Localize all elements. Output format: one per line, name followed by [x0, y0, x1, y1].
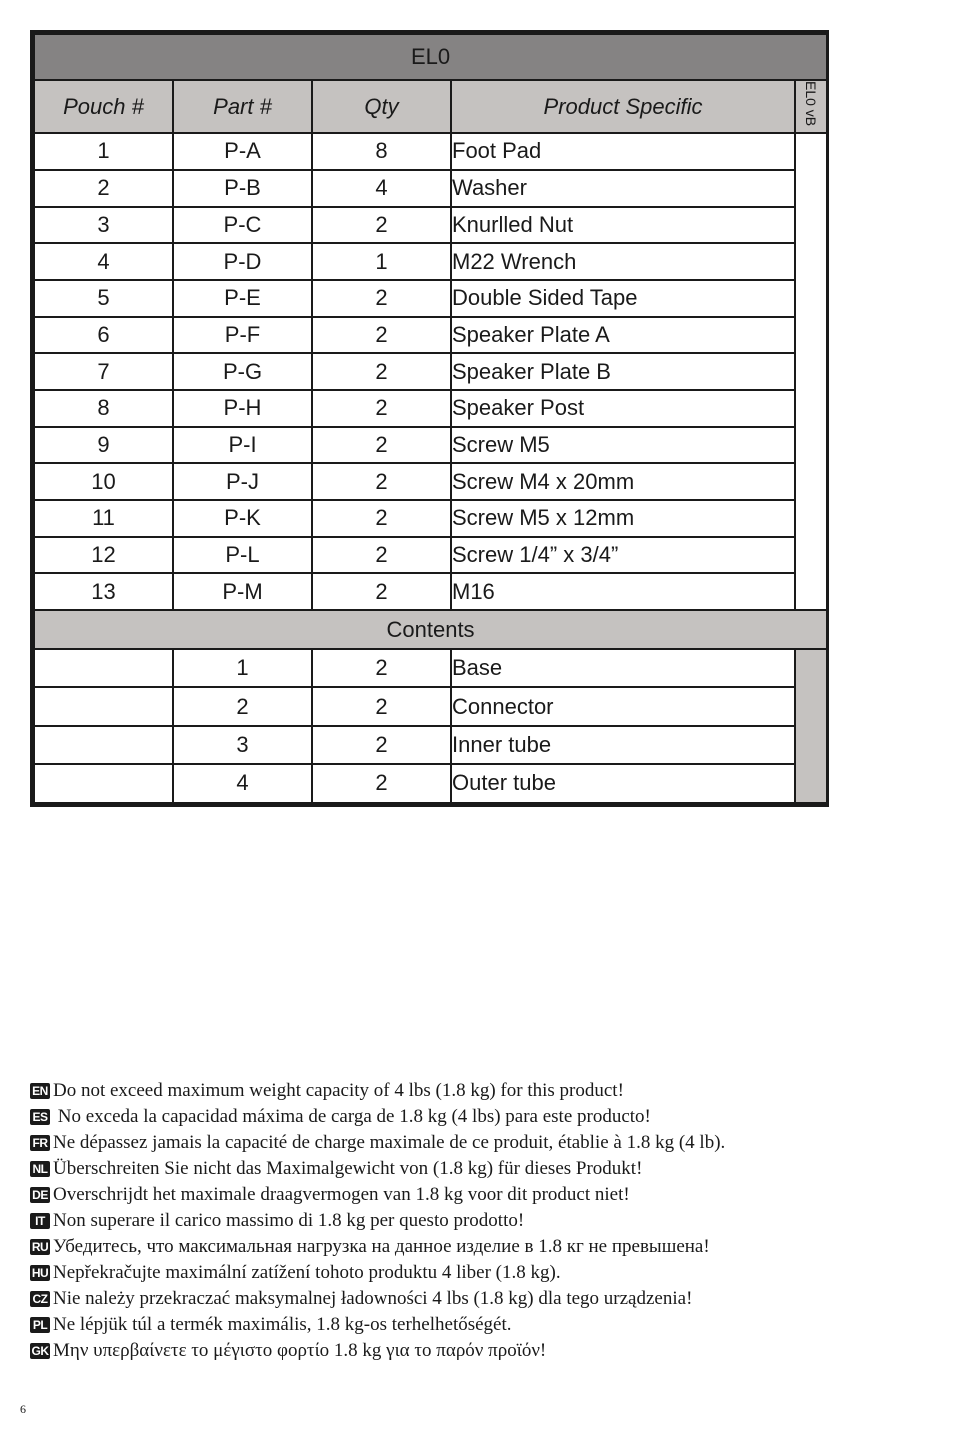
qty-cell: 2: [312, 573, 451, 610]
part-cell: 2: [173, 687, 312, 725]
pouch-cell: 9: [34, 427, 173, 464]
table-row: [34, 207, 827, 244]
qty-cell: 2: [312, 500, 451, 537]
language-badge: PL: [30, 1317, 50, 1333]
header-qty: Qty: [312, 80, 451, 133]
product-cell: Screw M4 x 20mm: [451, 463, 795, 500]
warning-text: Overschrijdt het maximale draagvermogen van 1.8 kg voor dit product niet!: [53, 1184, 630, 1205]
contents-row-item: [34, 764, 827, 802]
table-row: [34, 500, 827, 537]
table-row: [34, 243, 827, 280]
pouch-cell: 6: [34, 317, 173, 354]
parts-grid: [33, 33, 828, 804]
pouch-cell: 4: [34, 243, 173, 280]
language-badge: FR: [30, 1135, 50, 1151]
header-row: [34, 80, 827, 133]
warning-text: Nie należy przekraczać maksymalnej ładowności 4 lbs (1.8 kg) dla tego urządzenia!: [53, 1288, 693, 1309]
pouch-cell: 5: [34, 280, 173, 317]
pouch-cell: 2: [34, 170, 173, 207]
part-cell: P-K: [173, 500, 312, 537]
contents-body: [34, 649, 827, 803]
contents-row: [34, 610, 827, 649]
qty-cell: 2: [312, 317, 451, 354]
part-cell: P-J: [173, 463, 312, 500]
language-badge: NL: [30, 1161, 50, 1177]
warning-text: Ne lépjük túl a termék maximális, 1.8 kg-os terhelhetőségét.: [53, 1314, 512, 1335]
warning-line: [30, 1286, 930, 1312]
product-cell: Base: [451, 649, 795, 687]
side-label-cell: [795, 80, 827, 133]
language-badge: GK: [31, 1344, 49, 1358]
pouch-cell: 11: [34, 500, 173, 537]
table-row: [34, 353, 827, 390]
contents-row-item: [34, 726, 827, 764]
side-label: EL0 vB: [803, 81, 820, 127]
product-cell: Knurlled Nut: [451, 207, 795, 244]
parts-table: [30, 30, 829, 807]
warning-line: [30, 1104, 930, 1130]
language-badge: EN: [30, 1083, 50, 1099]
pouch-cell: 7: [34, 353, 173, 390]
table-row: [34, 427, 827, 464]
product-cell: Double Sided Tape: [451, 280, 795, 317]
pouch-cell: [34, 726, 173, 764]
warning-text: Do not exceed maximum weight capacity of 4 lbs (1.8 kg) for this product!: [53, 1080, 624, 1101]
page-number: 6: [20, 1402, 26, 1416]
part-cell: P-M: [173, 573, 312, 610]
warning-line: [30, 1156, 930, 1182]
part-cell: P-E: [173, 280, 312, 317]
header-part: Part #: [173, 80, 312, 133]
parts-body: [34, 133, 827, 610]
part-cell: P-C: [173, 207, 312, 244]
product-cell: M22 Wrench: [451, 243, 795, 280]
product-cell: Connector: [451, 687, 795, 725]
warning-text: Nepřekračujte maximální zatížení tohoto produktu 4 liber (1.8 kg).: [53, 1262, 561, 1283]
language-badge: RU: [31, 1240, 49, 1254]
table-title: EL0: [34, 34, 827, 80]
language-badge: CZ: [30, 1291, 50, 1307]
pouch-cell: 10: [34, 463, 173, 500]
warning-text: Ne dépassez jamais la capacité de charge maximale de ce produit, établie à 1.8 kg (4 lb).: [53, 1132, 726, 1153]
qty-cell: 2: [312, 427, 451, 464]
product-cell: Speaker Plate A: [451, 317, 795, 354]
qty-cell: 2: [312, 764, 451, 802]
table-row: [34, 317, 827, 354]
warning-text: Non superare il carico massimo di 1.8 kg per questo prodotto!: [53, 1210, 525, 1231]
product-cell: Inner tube: [451, 726, 795, 764]
qty-cell: 1: [312, 243, 451, 280]
part-cell: P-G: [173, 353, 312, 390]
qty-cell: 2: [312, 687, 451, 725]
part-cell: P-F: [173, 317, 312, 354]
part-cell: P-A: [173, 133, 312, 170]
table-row: [34, 133, 827, 170]
qty-cell: 2: [312, 280, 451, 317]
language-badge: ES: [30, 1109, 50, 1125]
language-badge: DE: [30, 1187, 50, 1203]
contents-row-item: [34, 649, 827, 687]
header-pouch: Pouch #: [34, 80, 173, 133]
title-row: [34, 34, 827, 80]
table-row: [34, 390, 827, 427]
product-cell: Foot Pad: [451, 133, 795, 170]
table-row: [34, 573, 827, 610]
language-badge: HU: [31, 1266, 49, 1280]
product-cell: Screw M5 x 12mm: [451, 500, 795, 537]
qty-cell: 4: [312, 170, 451, 207]
table-row: [34, 280, 827, 317]
warnings-list: [30, 1078, 930, 1364]
pouch-cell: 3: [34, 207, 173, 244]
part-cell: 4: [173, 764, 312, 802]
warning-line: [30, 1234, 930, 1260]
warning-text: Μην υπερβαίνετε το μέγιστο φορτίο 1.8 kg για το παρόν προϊόν!: [53, 1340, 547, 1361]
warning-line: [30, 1208, 930, 1234]
pouch-cell: [34, 764, 173, 802]
warning-line: [30, 1312, 930, 1338]
qty-cell: 2: [312, 537, 451, 574]
part-cell: P-L: [173, 537, 312, 574]
part-cell: 1: [173, 649, 312, 687]
table-row: [34, 170, 827, 207]
product-cell: Screw M5: [451, 427, 795, 464]
language-badge: IT: [30, 1213, 50, 1229]
part-cell: P-H: [173, 390, 312, 427]
pouch-cell: 12: [34, 537, 173, 574]
product-cell: Speaker Post: [451, 390, 795, 427]
contents-side-cell: [795, 649, 827, 803]
warning-text: Убедитесь, что максимальная нагрузка на данное изделие в 1.8 кг не превышена!: [53, 1236, 710, 1257]
warning-line: [30, 1078, 930, 1104]
product-cell: Outer tube: [451, 764, 795, 802]
contents-row-item: [34, 687, 827, 725]
qty-cell: 2: [312, 207, 451, 244]
part-cell: P-B: [173, 170, 312, 207]
pouch-cell: 1: [34, 133, 173, 170]
pouch-cell: [34, 687, 173, 725]
qty-cell: 2: [312, 353, 451, 390]
qty-cell: 8: [312, 133, 451, 170]
product-cell: Speaker Plate B: [451, 353, 795, 390]
product-cell: M16: [451, 573, 795, 610]
contents-title: Contents: [34, 610, 827, 649]
qty-cell: 2: [312, 649, 451, 687]
product-cell: Screw 1/4” x 3/4”: [451, 537, 795, 574]
warning-line: [30, 1130, 930, 1156]
table-row: [34, 537, 827, 574]
qty-cell: 2: [312, 390, 451, 427]
warning-text: No exceda la capacidad máxima de carga de 1.8 kg (4 lbs) para este producto!: [53, 1106, 651, 1127]
pouch-cell: 13: [34, 573, 173, 610]
warning-line: [30, 1260, 930, 1286]
pouch-cell: [34, 649, 173, 687]
pouch-cell: 8: [34, 390, 173, 427]
header-product: Product Specific: [451, 80, 795, 133]
warning-text: Überschreiten Sie nicht das Maximalgewicht von (1.8 kg) für dieses Produkt!: [53, 1158, 643, 1179]
qty-cell: 2: [312, 726, 451, 764]
part-cell: 3: [173, 726, 312, 764]
warning-line: [30, 1338, 930, 1364]
table-row: [34, 463, 827, 500]
warning-line: [30, 1182, 930, 1208]
part-cell: P-I: [173, 427, 312, 464]
product-cell: Washer: [451, 170, 795, 207]
qty-cell: 2: [312, 463, 451, 500]
part-cell: P-D: [173, 243, 312, 280]
